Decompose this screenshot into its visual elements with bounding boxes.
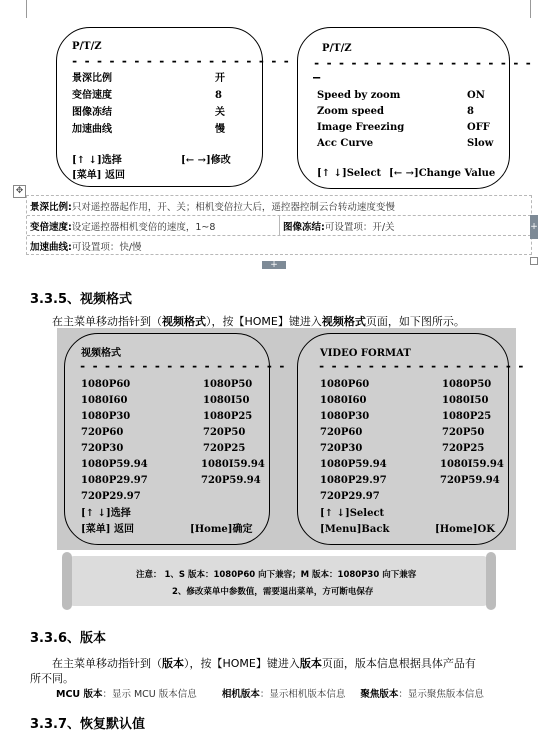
row-left: 1080I60 — [320, 395, 367, 406]
vf-cn-row-1 — [81, 392, 261, 409]
ptz-cn-modify-hint: [← →]修改 — [181, 155, 231, 166]
cell — [283, 219, 395, 233]
ptz-cn-row-3 — [72, 121, 242, 138]
para-bold: 版本 — [162, 657, 184, 670]
cell — [30, 239, 142, 253]
cell-divider — [279, 216, 280, 236]
row-left: 720P30 — [81, 443, 124, 454]
row-right: 720P59.94 — [201, 475, 261, 486]
ptz-en-title: P/T/Z — [322, 43, 352, 54]
vf-cn-row-6 — [81, 472, 261, 489]
vf-en-row-5 — [320, 456, 505, 473]
vf-en-back-hint: [Menu]Back — [320, 524, 390, 535]
ptz-cn-divider: - - - - - - - - - - - - - - - - - - — [71, 54, 289, 68]
ptz-cn-row-0 — [72, 70, 242, 87]
row-left: 1080P59.94 — [81, 459, 148, 470]
cell-label: 加速曲线: — [30, 242, 72, 253]
corner-mark-right — [530, 0, 531, 18]
row-left: 720P29.97 — [320, 491, 380, 502]
add-column-handle-icon[interactable]: + — [530, 215, 538, 239]
table-move-handle-icon[interactable]: ✥ — [13, 185, 26, 198]
row-value: 开 — [215, 73, 225, 84]
ptz-cn-select-hint: [↑ ↓]选择 — [72, 155, 122, 166]
row-left: 1080P29.97 — [320, 475, 387, 486]
row-right: 1080P50 — [203, 379, 253, 390]
vf-cn-row-0 — [81, 376, 261, 393]
row-right: 1080I59.94 — [440, 459, 504, 470]
para-text: 页面，版本信息根据具体产品有 — [321, 657, 476, 670]
vf-en-row-2 — [320, 408, 505, 425]
note-line-1: 注意： 1、S 版本：1080P60 向下兼容；M 版本：1080P30 向下兼容 — [136, 570, 417, 580]
row-label: 图像冻结 — [72, 107, 112, 118]
corner-mark-left — [26, 0, 27, 18]
focus-label: 聚焦版本 — [360, 689, 399, 700]
row-left: 720P30 — [320, 443, 363, 454]
row-right: 720P25 — [442, 443, 485, 454]
row-right: 720P25 — [203, 443, 246, 454]
row-right: 720P59.94 — [440, 475, 500, 486]
row-label: Zoom speed — [317, 106, 385, 117]
cell-text: 可设置项：开/关 — [324, 222, 395, 233]
row-value: Slow — [467, 138, 494, 149]
row-left: 720P60 — [320, 427, 363, 438]
table-row — [27, 216, 531, 236]
row-left: 1080I60 — [81, 395, 128, 406]
row-label: Image Freezing — [317, 122, 405, 133]
row-value: 慢 — [215, 124, 225, 135]
section-3-3-6-paragraph — [52, 655, 476, 671]
cell — [30, 199, 395, 213]
row-label: Speed by zoom — [317, 90, 401, 101]
para-text: 在主菜单移动指针到（ — [52, 657, 162, 670]
row-left: 1080P30 — [81, 411, 131, 422]
vf-en-row-7 — [320, 488, 505, 505]
section-3-3-6-paragraph-line2: 所不同。 — [30, 672, 74, 685]
table-resize-handle-icon[interactable] — [530, 257, 538, 265]
video-format-menu-cn — [64, 333, 285, 545]
vf-en-row-1 — [320, 392, 505, 409]
note-line-2: 2、修改菜单中参数值，需要退出菜单，方可断电保存 — [172, 587, 374, 597]
add-row-handle-icon[interactable]: + — [262, 261, 286, 269]
table-row — [27, 196, 531, 216]
row-right: 1080I50 — [203, 395, 250, 406]
vf-en-ok-hint: [Home]OK — [435, 524, 495, 535]
cell-label: 变倍速度: — [30, 222, 72, 233]
ptz-en-row-1 — [317, 103, 497, 120]
vf-cn-row-3 — [81, 424, 261, 441]
camera-text: ：显示相机版本信息 — [259, 689, 346, 700]
ptz-cn-row-1 — [72, 87, 242, 104]
row-value: 关 — [215, 107, 225, 118]
row-label: 变倍速度 — [72, 90, 112, 101]
row-value: 8 — [215, 90, 222, 101]
vf-cn-divider: - - - - - - - - - - - - - - - - - — [79, 359, 285, 373]
section-3-3-5-paragraph — [52, 313, 465, 329]
vf-cn-title: 视频格式 — [81, 348, 121, 359]
ptz-menu-en — [297, 27, 531, 189]
para-text: ），按【HOME】键进入 — [184, 657, 300, 670]
note-scroll-curl-left — [62, 552, 72, 610]
row-right: 1080P25 — [442, 411, 492, 422]
vf-cn-ok-hint: [Home]确定 — [190, 524, 253, 535]
table-row — [27, 236, 531, 256]
vf-en-row-0 — [320, 376, 505, 393]
vf-cn-select-hint: [↑ ↓]选择 — [81, 508, 131, 519]
row-left: 720P60 — [81, 427, 124, 438]
ptz-en-row-3 — [317, 135, 497, 152]
row-left: 1080P59.94 — [320, 459, 387, 470]
ptz-en-change-hint: [← →]Change Value — [389, 168, 496, 179]
para-text: ），按【HOME】键进入 — [206, 315, 322, 328]
row-label: 景深比例 — [72, 73, 112, 84]
ptz-description-table — [26, 195, 532, 255]
cell-label: 景深比例: — [30, 202, 72, 213]
row-value: OFF — [467, 122, 490, 133]
ptz-cn-title: P/T/Z — [72, 41, 102, 52]
row-label: 加速曲线 — [72, 124, 112, 135]
vf-en-row-4 — [320, 440, 505, 457]
row-right: 720P50 — [442, 427, 485, 438]
row-left: 1080P60 — [81, 379, 131, 390]
row-right: 720P50 — [203, 427, 246, 438]
cell-text: 只对遥控器起作用，开、关；相机变倍拉大后，遥控器控制云台转动速度变慢 — [71, 202, 395, 213]
row-left: 1080P60 — [320, 379, 370, 390]
vf-en-select-hint: [↑ ↓]Select — [320, 508, 385, 519]
camera-label: 相机版本 — [221, 689, 260, 700]
vf-en-row-6 — [320, 472, 505, 489]
row-left: 1080P30 — [320, 411, 370, 422]
cell — [30, 219, 215, 233]
para-text: 在主菜单移动指针到（ — [52, 315, 162, 328]
mcu-label: MCU 版本 — [56, 689, 103, 700]
vf-en-row-3 — [320, 424, 505, 441]
row-label: Acc Curve — [317, 138, 374, 149]
vf-cn-back-hint: [菜单] 返回 — [81, 524, 134, 535]
cell-text: 设定遥控器相机变倍的速度，1~8 — [71, 222, 216, 233]
row-right: 1080P25 — [203, 411, 253, 422]
mcu-text: ：显示 MCU 版本信息 — [102, 689, 197, 700]
row-left: 720P29.97 — [81, 491, 141, 502]
ptz-en-row-2 — [317, 119, 497, 136]
vf-cn-row-2 — [81, 408, 261, 425]
video-format-menu-en — [297, 333, 524, 545]
row-right: 1080I50 — [442, 395, 489, 406]
row-value: ON — [467, 90, 485, 101]
ptz-en-divider-tail: – — [313, 70, 320, 84]
row-right: 1080P50 — [442, 379, 492, 390]
para-bold: 视频格式 — [162, 315, 206, 328]
para-bold: 版本 — [299, 657, 322, 670]
ptz-en-row-0 — [317, 87, 497, 104]
ptz-cn-back-hint: [菜单] 返回 — [72, 170, 125, 181]
focus-text: ：显示聚焦版本信息 — [398, 689, 484, 700]
row-right: 1080I59.94 — [201, 459, 265, 470]
section-heading-3-3-7: 3.3.7、恢复默认值 — [30, 717, 146, 732]
para-text: 页面，如下图所示。 — [365, 315, 465, 328]
ptz-menu-cn — [56, 27, 289, 187]
vf-en-divider: - - - - - - - - - - - - - - - - - — [318, 359, 524, 373]
cell-label: 图像冻结: — [283, 222, 325, 233]
section-heading-3-3-6: 3.3.6、版本 — [30, 631, 107, 646]
ptz-en-divider: - - - - - - - - - - - - - - - - - - — [313, 56, 531, 70]
ptz-cn-row-2 — [72, 104, 242, 121]
vf-cn-row-5 — [81, 456, 265, 473]
vf-cn-row-4 — [81, 440, 261, 457]
row-left: 1080P29.97 — [81, 475, 148, 486]
vf-en-title: VIDEO FORMAT — [320, 348, 411, 359]
cell-text: 可设置项：快/慢 — [71, 242, 142, 253]
vf-cn-row-7 — [81, 488, 261, 505]
row-value: 8 — [467, 106, 474, 117]
note-banner — [68, 556, 489, 606]
para-bold: 视频格式 — [321, 315, 366, 328]
ptz-en-select-hint: [↑ ↓]Select — [317, 168, 382, 179]
note-scroll-curl-right — [486, 552, 496, 610]
version-info-line — [56, 686, 484, 700]
section-heading-3-3-5: 3.3.5、视频格式 — [30, 292, 133, 307]
